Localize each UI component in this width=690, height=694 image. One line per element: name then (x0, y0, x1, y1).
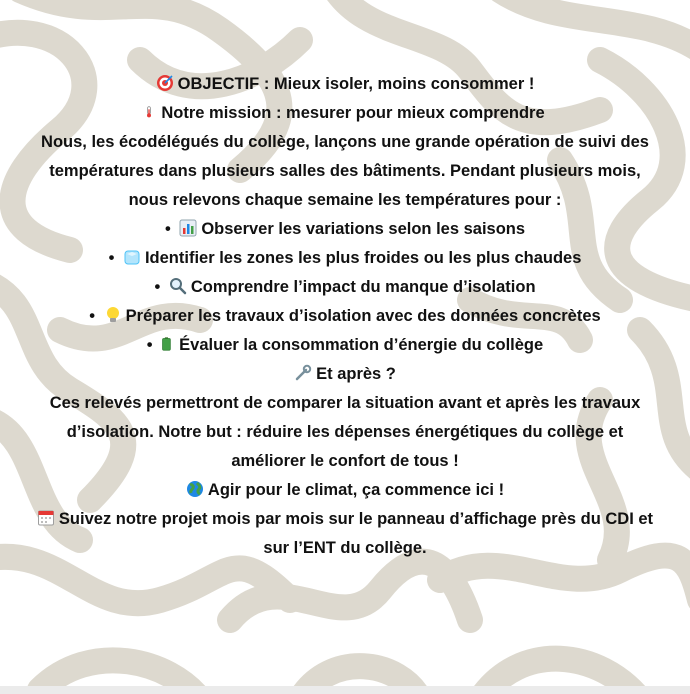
wrench-icon (294, 364, 312, 382)
bullet-item (10, 244, 680, 273)
bullet-dot: • (89, 307, 96, 325)
bullet-dot: • (146, 336, 153, 354)
bullet-text: Préparer les travaux d’isolation avec des données concrètes (125, 307, 601, 325)
bullet-item (10, 331, 680, 360)
thermometer-icon (145, 103, 157, 121)
climate-line (10, 476, 680, 505)
ice-cube-icon (123, 248, 141, 266)
next-heading: Et après ? (316, 365, 396, 383)
climate-text: Agir pour le climat, ça commence ici ! (207, 481, 505, 499)
battery-icon (161, 335, 175, 353)
bullet-text: Identifier les zones les plus froides ou les plus chaudes (144, 249, 582, 267)
bullet-dot: • (154, 278, 161, 296)
bullet-item (10, 215, 680, 244)
bottom-strip (0, 686, 690, 694)
bullet-dot: • (108, 249, 115, 267)
bullet-text: Comprendre l’impact du manque d’isolation (190, 278, 536, 296)
follow-text: Suivez notre projet mois par mois sur le panneau d’affichage près du CDI et (58, 510, 654, 528)
bar-chart-icon (179, 219, 197, 237)
poster-text (10, 70, 680, 563)
objective-text: OBJECTIF : Mieux isoler, moins consommer ! (177, 75, 535, 93)
intro-line: nous relevons chaque semaine les températures pour : (128, 191, 562, 209)
next-text-line: Ces relevés permettront de comparer la situation avant et après les travaux (49, 394, 641, 412)
mission-text: Notre mission : mesurer pour mieux comprendre (161, 104, 545, 122)
bullet-text: Évaluer la consommation d’énergie du collège (179, 336, 544, 354)
target-icon (156, 74, 174, 92)
bullet-text: Observer les variations selon les saisons (201, 220, 526, 238)
globe-icon (186, 480, 204, 498)
bullet-item (10, 273, 680, 302)
calendar-icon (37, 509, 55, 527)
next-heading-line (10, 360, 680, 389)
magnifier-icon (169, 277, 187, 295)
intro-line: températures dans plusieurs salles des bâtiments. Pendant plusieurs mois, (49, 162, 641, 180)
next-text-line: améliorer le confort de tous ! (231, 452, 459, 470)
follow-line: sur l’ENT du collège. (263, 539, 427, 557)
intro-line: Nous, les écodélégués du collège, lançons une grande opération de suivi des (41, 133, 649, 151)
bullet-dot: • (164, 220, 171, 238)
next-text-line: d’isolation. Notre but : réduire les dépenses énergétiques du collège et (66, 423, 624, 441)
objective-line (10, 70, 680, 99)
follow-line (10, 505, 680, 534)
bullet-item (10, 302, 680, 331)
mission-line (10, 99, 680, 128)
light-bulb-icon (104, 306, 122, 324)
